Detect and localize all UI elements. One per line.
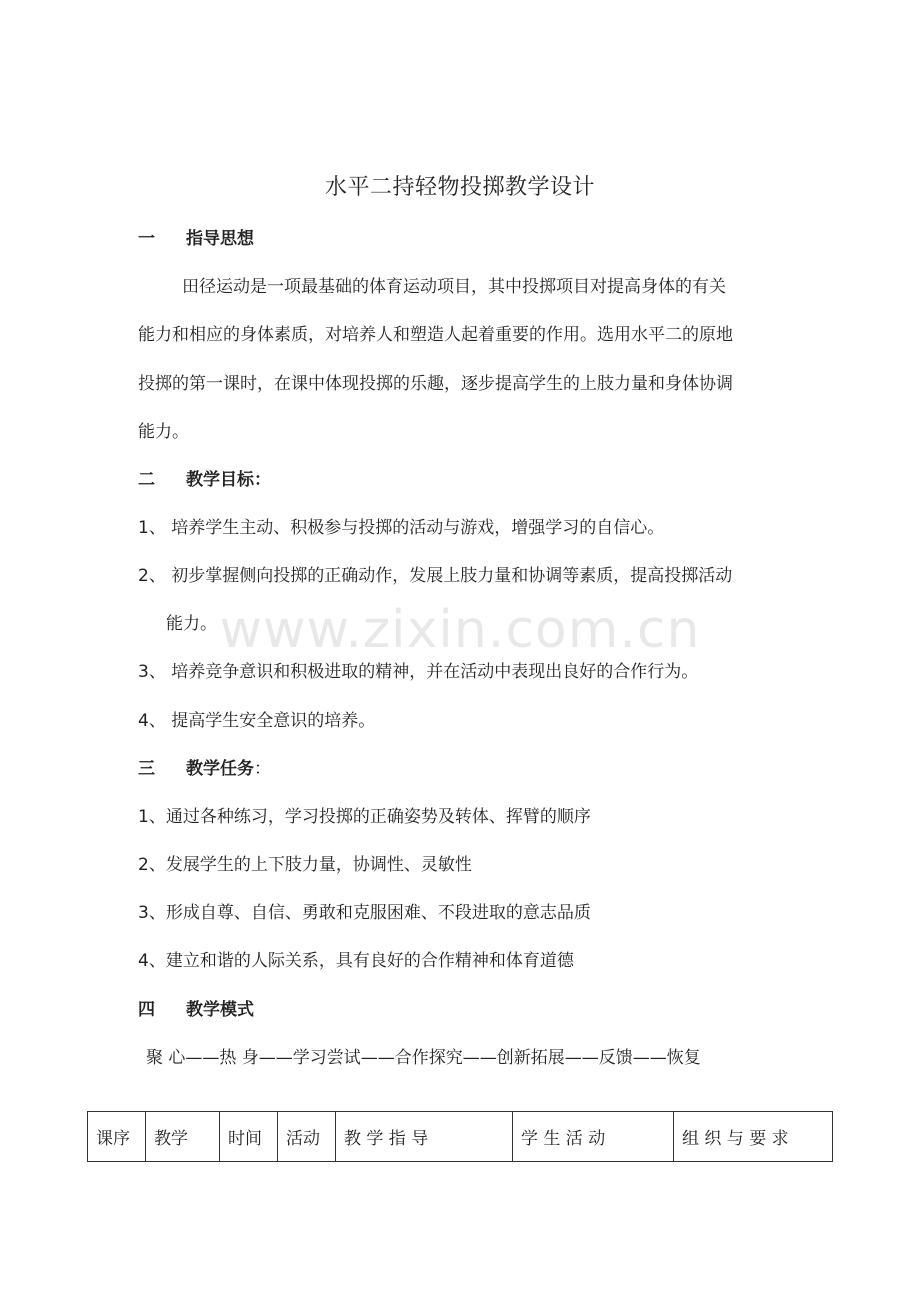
list-item: 3、形成自尊、自信、勇敢和克服困难、不段进取的意志品质 xyxy=(138,903,591,923)
section-heading-teaching-mode xyxy=(138,995,254,1020)
table-header-cell: 课序 xyxy=(88,1112,146,1162)
lesson-plan-table xyxy=(87,1111,833,1162)
teaching-mode-sequence: 聚 心——热 身——学习尝试——合作探究——创新拓展——反馈——恢复 xyxy=(146,1048,701,1068)
section-heading-teaching-tasks xyxy=(138,754,271,779)
table-header-cell: 学 生 活 动 xyxy=(513,1112,674,1162)
section-title: 教学模式 xyxy=(186,1000,254,1020)
list-item-continuation: 能力。 xyxy=(166,614,217,634)
section-number: 三 xyxy=(138,759,155,779)
table-header-cell: 活动 xyxy=(278,1112,336,1162)
section-title: 教学目标： xyxy=(186,470,271,490)
list-item: 4、 提高学生安全意识的培养。 xyxy=(138,711,376,731)
paragraph-line: 投掷的第一课时，在课中体现投掷的乐趣，逐步提高学生的上肢力量和身体协调 xyxy=(138,374,733,394)
section-number: 四 xyxy=(138,1000,155,1020)
table-header-cell: 教 学 指 导 xyxy=(336,1112,513,1162)
watermark: www.zixin.com.cn xyxy=(219,600,701,660)
paragraph-line: 能力和相应的身体素质，对培养人和塑造人起着重要的作用。选用水平二的原地 xyxy=(138,325,733,345)
list-item: 4、建立和谐的人际关系，具有良好的合作精神和体育道德 xyxy=(138,951,574,971)
list-item: 3、 培养竞争意识和积极进取的精神，并在活动中表现出良好的合作行为。 xyxy=(138,662,699,682)
section-title: 教学任务 xyxy=(186,759,254,779)
document-title: 水平二持轻物投掷教学设计 xyxy=(324,175,595,200)
section-number: 一 xyxy=(138,229,155,249)
section-title: 指导思想 xyxy=(186,229,254,249)
table-header-cell: 组 织 与 要 求 xyxy=(674,1112,833,1162)
list-item: 1、通过各种练习，学习投掷的正确姿势及转体、挥臂的顺序 xyxy=(138,807,591,827)
list-item: 1、 培养学生主动、积极参与投掷的活动与游戏，增强学习的自信心。 xyxy=(138,518,665,538)
section-number: 二 xyxy=(138,470,155,490)
list-item: 2、发展学生的上下肢力量，协调性、灵敏性 xyxy=(138,855,472,875)
table-header-row xyxy=(88,1112,833,1162)
section-colon: ： xyxy=(254,759,271,779)
paragraph-line: 能力。 xyxy=(138,422,189,442)
paragraph-line: 田径运动是一项最基础的体育运动项目，其中投掷项目对提高身体的有关 xyxy=(182,277,726,297)
section-heading-teaching-goals xyxy=(138,465,271,490)
table-header-cell: 时间 xyxy=(220,1112,278,1162)
list-item: 2、 初步掌握侧向投掷的正确动作，发展上肢力量和协调等素质，提高投掷活动 xyxy=(138,566,733,586)
table-header-cell: 教学 xyxy=(146,1112,220,1162)
section-heading-guiding-ideology xyxy=(138,224,254,249)
